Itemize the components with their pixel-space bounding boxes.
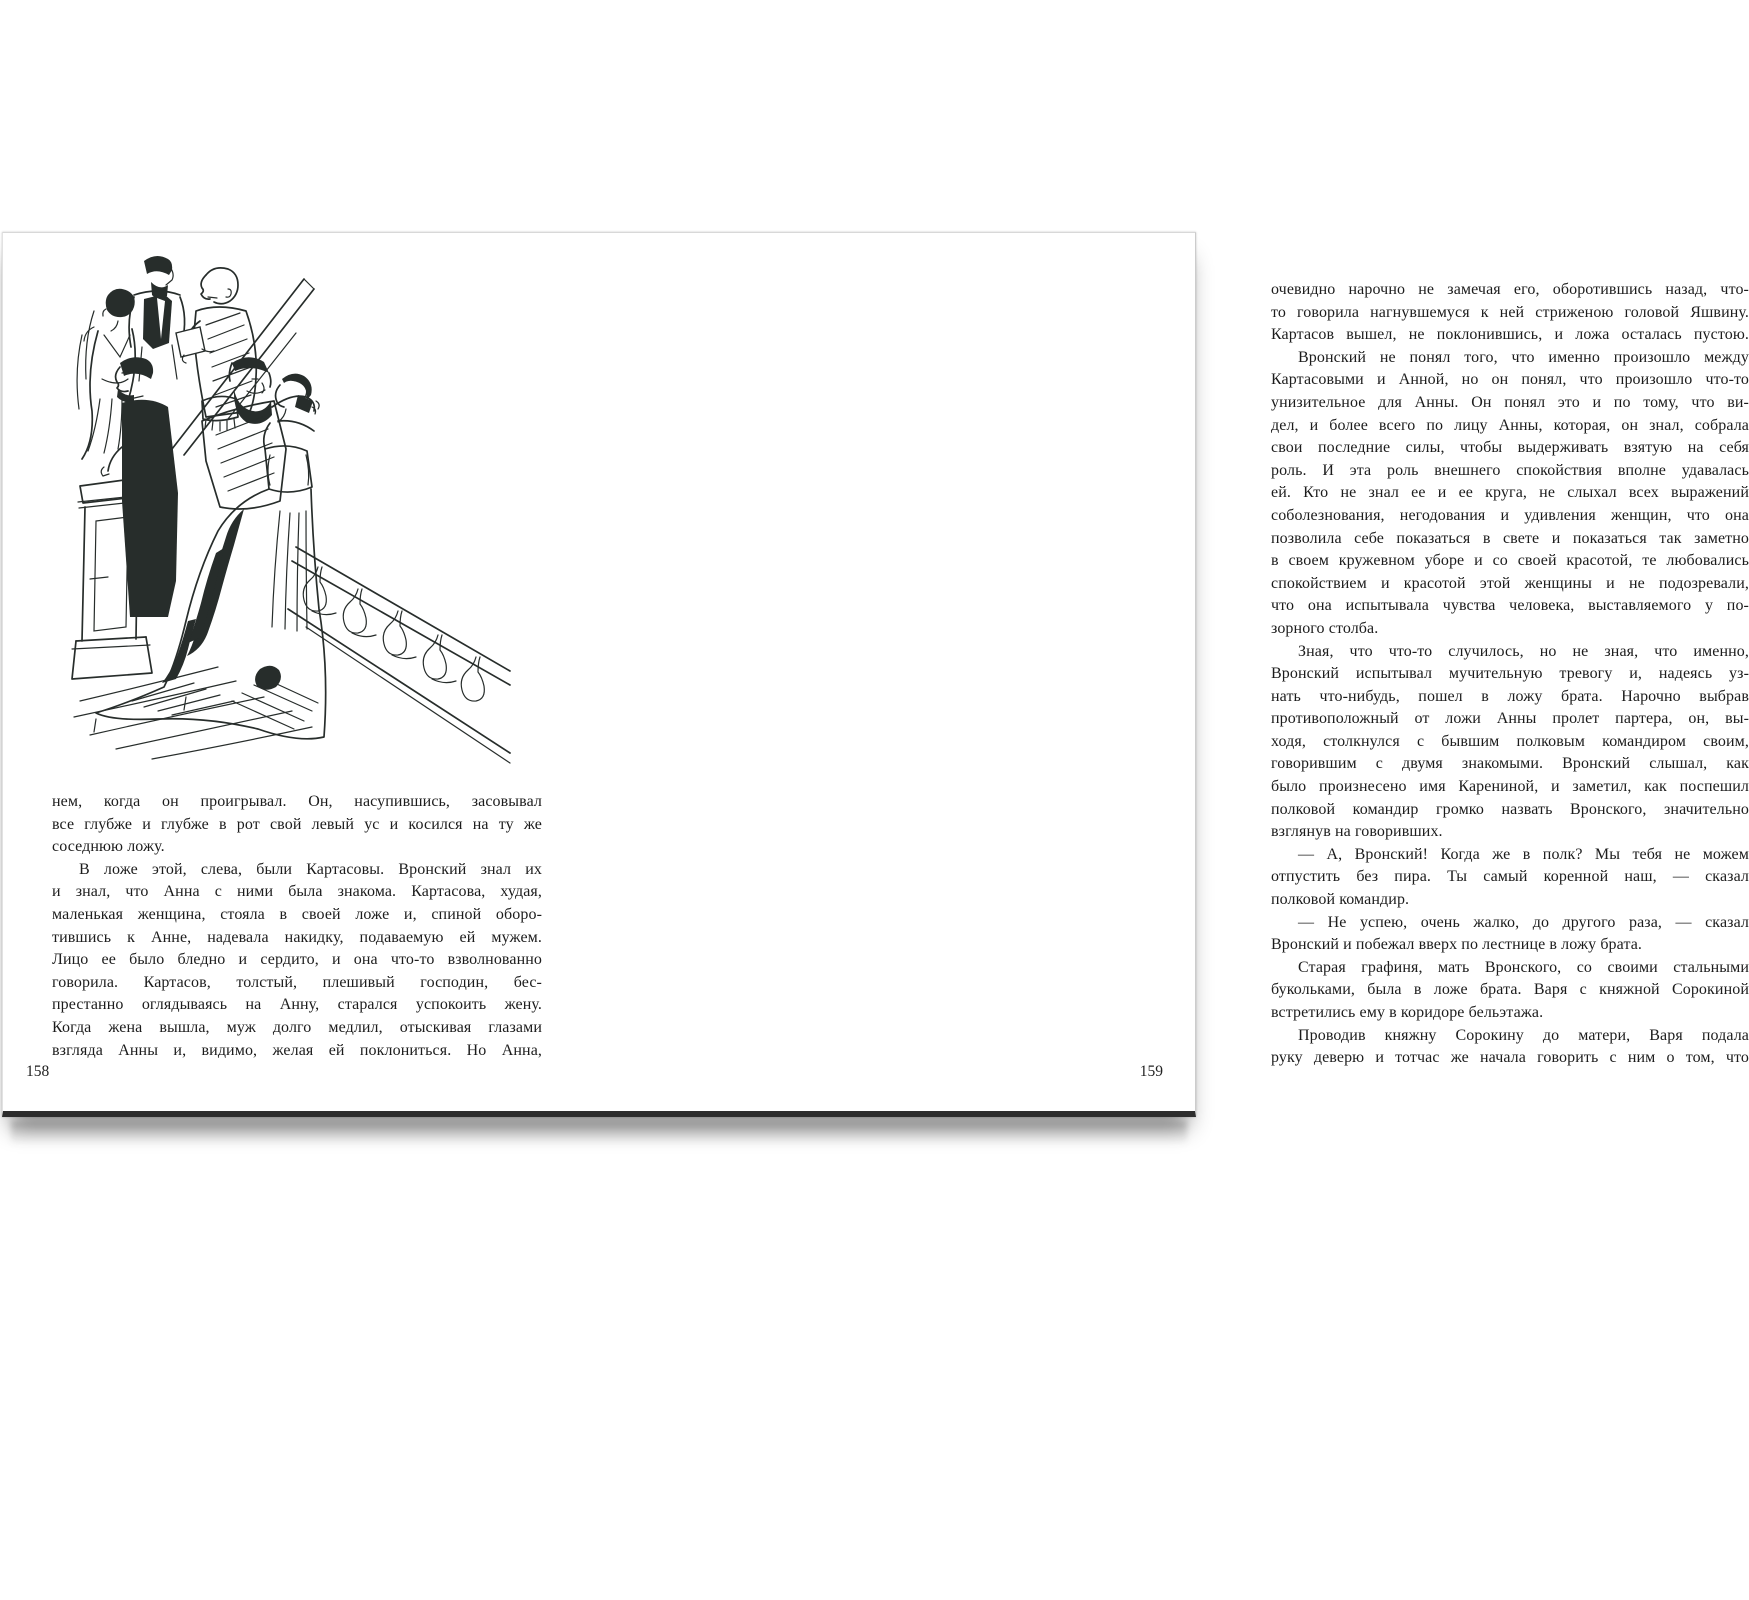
left-page-text — [52, 791, 542, 1062]
staircase-balustrade — [288, 547, 510, 763]
text-line: зорного столба. — [1271, 619, 1379, 637]
text-line: дел, и более всего по лицу Анны, которая, он знал, собрала — [1271, 416, 1749, 434]
text-line: соболезнования, негодования и удивления женщин, что она — [1271, 506, 1749, 524]
text-line: Лицо ее было бледно и сердито, и она что-то взволнованно — [52, 951, 542, 969]
figure-bald-man — [176, 268, 256, 417]
text-line: Старая графиня, мать Вронского, со своими стальными — [1298, 958, 1749, 976]
text-line: полковой командир. — [1271, 891, 1410, 909]
text-line: взгляда Анны и, видимо, желая ей поклониться. Но Анна, — [52, 1041, 542, 1059]
text-line: нать что-нибудь, пошел в ложу брата. Нарочно выбрав — [1271, 687, 1749, 705]
text-line: престанно оглядываясь на Анну, старался успокоить жену. — [52, 996, 542, 1014]
text-line: — А, Вронский! Когда же в полк? Мы тебя не можем — [1298, 845, 1749, 863]
figure-man-black-coat — [101, 357, 178, 617]
text-line: нем, когда он проигрывал. Он, насупившись, засовывал — [52, 793, 542, 810]
text-line: было произнесено имя Карениной, и заметил, как поспешил — [1271, 778, 1749, 796]
text-line: позволила себе показаться в свете и показаться так заметно — [1271, 529, 1749, 547]
text-line: Картасов вышел, не поклонившись, и ложа осталась пустою. — [1271, 326, 1749, 344]
text-line: маленькая женщина, стояла в своей ложе и, спиной оборо- — [52, 905, 542, 923]
text-line: спокойствием и красотой этой женщины и не подозревали, — [1271, 574, 1749, 592]
page-number-left: 158 — [26, 1063, 50, 1080]
page-number-right: 159 — [1139, 1063, 1163, 1080]
text-line: Вронский и побежал вверх по лестнице в ложу брата. — [1271, 936, 1643, 954]
text-line: Зная, что что-то случилось, но не зная, что именно, — [1298, 642, 1749, 660]
opera-staircase-illustration — [66, 249, 514, 765]
right-page — [601, 233, 1749, 1111]
text-line: взглянув на говоривших. — [1271, 823, 1443, 841]
right-page-text — [1271, 279, 1749, 1070]
text-line: Картасовыми и Анной, но он понял, что произошло что-то — [1271, 371, 1749, 389]
text-line: Когда жена вышла, муж долго медлил, отыскивая глазами — [52, 1018, 542, 1036]
text-line: противоположный от ложи Анны пролет партера, он, вы- — [1271, 710, 1749, 728]
text-line: букольками, была в ложе брата. Варя с княжной Сорокиной — [1271, 981, 1749, 999]
text-line: что она испытывала чувства человека, выставляемого у по- — [1271, 597, 1749, 615]
book-spread — [2, 232, 1749, 1117]
text-line: встретились ему в коридоре бельэтажа. — [1271, 1004, 1544, 1021]
text-line: в своем кружевном уборе и со своей красотой, те любовались — [1271, 552, 1749, 570]
text-line: свои последние силы, чтобы выдерживать взятую на себя — [1271, 439, 1749, 457]
text-line: полковой командир громко назвать Вронского, значительно — [1271, 800, 1749, 818]
text-line: все глубже и глубже в рот свой левый ус и косился на ту же — [52, 815, 542, 833]
text-line: отпустить без пира. Ты самый коренной наш, — сказал — [1271, 868, 1749, 886]
text-line: ей. Кто не знал ее и ее круга, не слыхал всех выражений — [1271, 484, 1749, 502]
text-line: В ложе этой, слева, были Картасовы. Вронский знал их — [79, 860, 542, 878]
text-line: Вронский испытывал мучительную тревогу и, надеясь уз- — [1271, 665, 1749, 683]
text-line: говорила. Картасов, толстый, плешивый господин, бес- — [52, 973, 542, 991]
text-line: руку деверю и тотчас же начала говорить с ним о том, что — [1271, 1049, 1749, 1067]
text-line: — Не успею, очень жалко, до другого раза, — сказал — [1298, 913, 1749, 931]
text-line: и знал, что Анна с ними была знакома. Картасова, худая, — [52, 883, 542, 901]
text-line: роль. И эта роль внешнего спокойствия вполне удавалась — [1271, 461, 1749, 479]
text-line: унизительное для Анны. Он понял это и по тому, что ви- — [1271, 393, 1749, 411]
text-line: ходя, столкнулся с бывшим полковым командиром своим, — [1271, 732, 1749, 750]
text-line: то говорила нагнувшемуся к ней стриженою головой Яшвину. — [1271, 303, 1749, 321]
text-line: говорившим с двумя знакомыми. Вронский слышал, как — [1271, 755, 1749, 773]
text-line: тившись к Анне, надевала накидку, подаваемую ей мужем. — [52, 928, 542, 946]
text-line: Проводив княжну Сорокину до матери, Варя подала — [1298, 1026, 1749, 1044]
text-line: Вронский не понял того, что именно произошло между — [1298, 348, 1749, 366]
text-line: очевидно нарочно не замечая его, оборотившись назад, что- — [1271, 281, 1749, 298]
text-line: соседнюю ложу. — [52, 838, 165, 856]
left-page — [3, 233, 601, 1111]
